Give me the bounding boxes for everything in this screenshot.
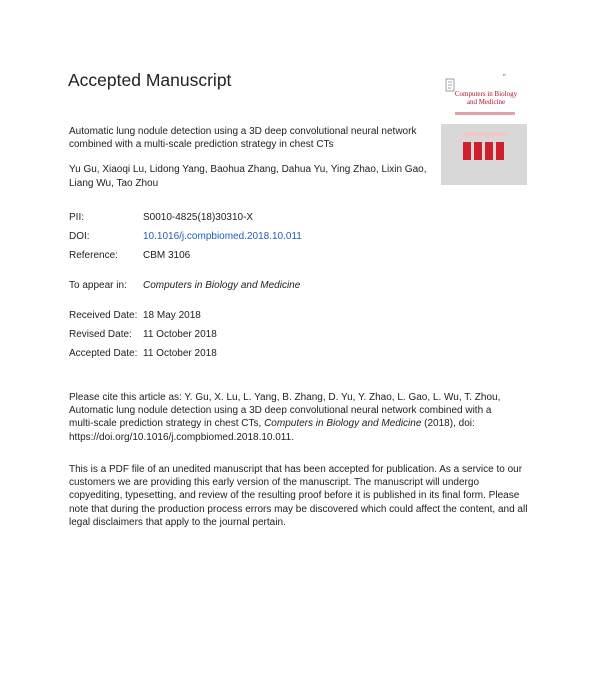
- cover-block: [496, 142, 504, 160]
- revised-date-label: Revised Date:: [69, 329, 132, 340]
- cover-corner-mark: ▪▪: [503, 72, 506, 77]
- pii-value: S0010-4825(18)30310-X: [143, 212, 254, 223]
- doi-label: DOI:: [69, 231, 90, 242]
- cover-journal-title: Computers in Biology and Medicine: [454, 90, 518, 106]
- citation-prefix: Please cite this article as: Y. Gu, X. Lu, L. Yang, B. Zhang, D. Yu, Y. Zhao, L. Gao, L. Wu, T. Zhou, Automatic lung nodule detection using a 3D deep convolutional neural network combined with a multi-scale prediction strategy in chest CTs,: [69, 392, 501, 430]
- cover-band-strip: [463, 132, 507, 136]
- appear-in-label: To appear in:: [69, 280, 127, 291]
- reference-label: Reference:: [69, 250, 118, 261]
- cover-block: [463, 142, 471, 160]
- accepted-date-value: 11 October 2018: [143, 348, 217, 359]
- citation-journal: Computers in Biology and Medicine: [264, 418, 422, 430]
- pii-label: PII:: [69, 212, 85, 223]
- page-heading: Accepted Manuscript: [68, 70, 232, 90]
- citation-suffix: (2018), doi: https://doi.org/10.1016/j.compbiomed.2018.10.011.: [69, 418, 475, 443]
- cover-block: [485, 142, 493, 160]
- journal-cover-image: [441, 72, 527, 185]
- cover-subtitle-bar: [455, 112, 515, 115]
- article-title: Automatic lung nodule detection using a 3D deep convolutional neural network combined with a multi-scale prediction strategy in chest CTs: [69, 126, 417, 151]
- received-date-value: 18 May 2018: [143, 310, 201, 321]
- revised-date-value: 11 October 2018: [143, 329, 217, 340]
- journal-name: Computers in Biology and Medicine: [143, 280, 301, 291]
- author-list: Yu Gu, Xiaoqi Lu, Lidong Yang, Baohua Zhang, Dahua Yu, Ying Zhao, Lixin Gao, Liang Wu, Tao Zhou: [69, 164, 427, 189]
- doi-link[interactable]: 10.1016/j.compbiomed.2018.10.011: [143, 231, 302, 242]
- cover-block: [474, 142, 482, 160]
- disclaimer-paragraph: This is a PDF file of an unedited manuscript that has been accepted for publication. As a service to our customers we are providing this early version of the manuscript. The manuscript will undergo copyediting, typesetting, and review of the resulting proof before it is published in its final form. Please note that during the production process errors may be discovered which could affect the content, and all legal disclaimers that apply to the journal pertain.: [69, 464, 528, 528]
- reference-value: CBM 3106: [143, 250, 191, 261]
- citation-paragraph: [69, 391, 509, 444]
- received-date-label: Received Date:: [69, 310, 138, 321]
- accepted-date-label: Accepted Date:: [69, 348, 138, 359]
